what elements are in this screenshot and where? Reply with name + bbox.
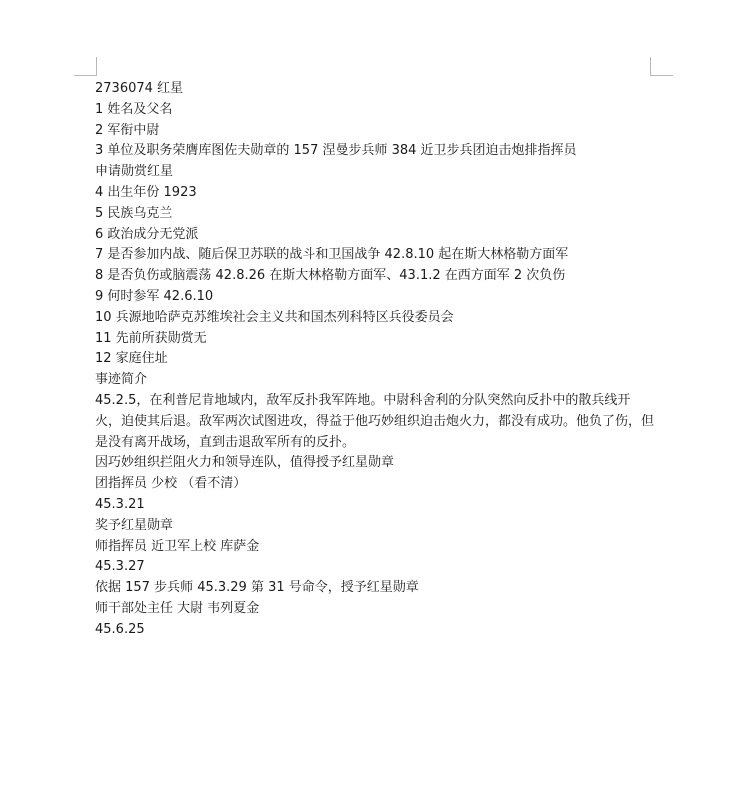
award-request: 申请勋赏红星 [95,164,174,180]
field-home-address: 12 家庭住址 [95,351,168,367]
field-previous-awards: 11 先前所获勋赏无 [95,330,207,346]
division-commander-signature: 师指挥员 近卫军上校 库萨金 [95,538,260,554]
field-draft-office: 10 兵源地哈萨克苏维埃社会主义共和国杰列科特区兵役委员会 [95,309,454,325]
field-unit: 3 单位及职务荣膺库图佐夫勋章的 157 涅曼步兵师 384 近卫步兵团迫击炮排指挥员 [95,143,577,159]
regiment-commander-signature: 团指挥员 少校 （看不清） [95,476,247,492]
field-birth-year: 4 出生年份 1923 [95,184,197,200]
field-war-participation: 7 是否参加内战、随后保卫苏联的战斗和卫国战争 42.8.10 起在斯大林格勒方面军 [95,247,569,263]
division-date: 45.3.27 [95,559,145,575]
order-reference: 依据 157 步兵师 45.3.29 第 31 号命令，授予红星勋章 [95,580,419,596]
field-name: 1 姓名及父名 [95,101,173,117]
field-nationality: 5 民族乌克兰 [95,205,173,221]
field-wounds: 8 是否负伤或脑震荡 42.8.26 在斯大林格勒方面军、43.1.2 在西方面军 2 次负伤 [95,268,566,284]
regiment-date: 45.3.21 [95,496,145,512]
crop-mark-top-left [74,57,97,76]
final-date: 45.6.25 [95,621,145,637]
crop-mark-top-right [650,57,673,76]
recommendation-line: 因巧妙组织拦阻火力和领导连队，值得授予红星勋章 [95,455,395,471]
document-body [95,79,655,641]
field-enlistment: 9 何时参军 42.6.10 [95,288,214,304]
narrative-paragraph: 45.2.5，在利普尼肯地域内，敌军反扑我军阵地。中尉科舍利的分队突然向反扑中的散兵线开火，迫使其后退。敌军两次试图进攻，得益于他巧妙组织迫击炮火力，都没有成功。他负了伤，但是没有离开战场，直到击退敌军所有的反扑。 [95,392,655,450]
field-party: 6 政治成分无党派 [95,226,199,242]
personnel-chief-signature: 师干部处主任 大尉 韦列夏金 [95,600,260,616]
award-header: 2736074 红星 [95,81,184,96]
division-award-line: 奖予红星勋章 [95,517,174,533]
section-summary-heading: 事迹简介 [95,372,148,388]
field-rank: 2 军衔中尉 [95,122,160,138]
